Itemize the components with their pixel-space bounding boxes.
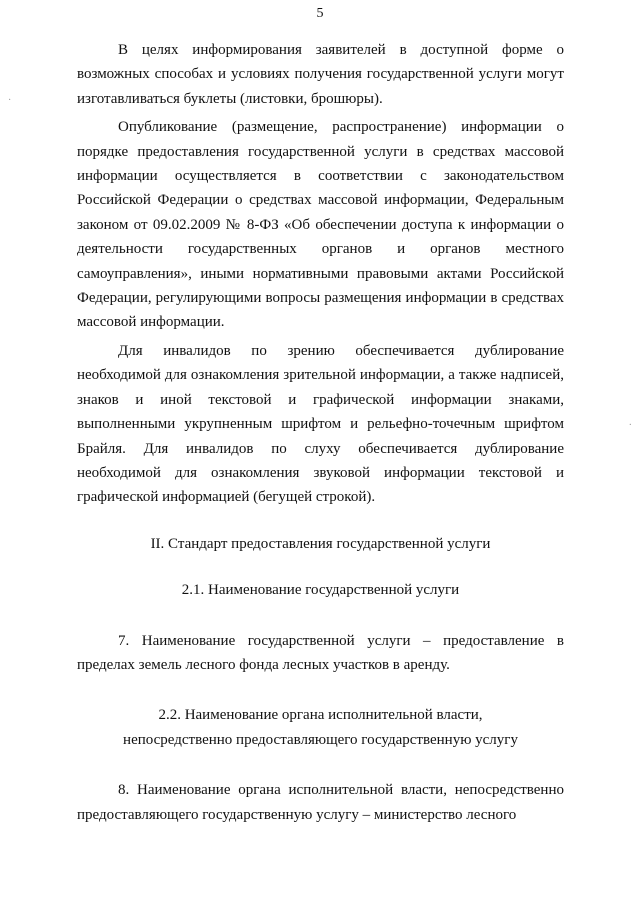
paragraph-item-7: 7. Наименование государственной услуги – предоставление в пределах земель лесного фонда лесных участков в аренду. <box>77 632 564 673</box>
subsection-heading-2-2-line2: непосредственно предоставляющего государственную услугу <box>123 731 518 748</box>
document-body <box>77 38 564 827</box>
subsection-heading-2-1: 2.1. Наименование государственной услуги <box>181 582 460 599</box>
paragraph-accessibility: Для инвалидов по зрению обеспечивается дублирование необходимой для ознакомления зрительной информации, а также надписей, знаков и иной текстовой и графической информации знаками, выполненными укрупненным шрифтом и рельефно-точечным шрифтом Брайля. Для инвалидов по слуху обеспечивается дублирование необходимой для ознакомления звуковой информации текстовой и графической информацией (бегущей строкой). <box>77 342 564 506</box>
page-number: 5 <box>316 6 324 21</box>
paragraph-item-8: 8. Наименование органа исполнительной власти, непосредственно предоставляющего государственную услугу – министерство лесного <box>77 782 564 823</box>
subsection-heading-2-2-line1: 2.2. Наименование органа исполнительной власти, <box>158 707 483 724</box>
paragraph-booklets: В целях информирования заявителей в доступной форме о возможных способах и условиях получения государственной услуги могут изготавливаться буклеты (листовки, брошюры). <box>77 42 564 107</box>
paragraph-media-publication: Опубликование (размещение, распространение) информации о порядке предоставления государственной услуги в средствах массовой информации осуществляется в соответствии с законодательством Российской Федерации о средствах массовой информации, Федеральным законом от 09.02.2009 № 8-ФЗ «Об обеспечении доступа к информации о деятельности государственных органов и органов местного самоуправления», иными нормативными правовыми актами Российской Федерации, регулирующими вопросы размещения информации в средствах массовой информации. <box>77 119 564 331</box>
section-heading-standard: II. Стандарт предоставления государственной услуги <box>150 535 491 552</box>
scan-mark-right: · <box>628 420 632 431</box>
scan-mark-left: · <box>8 95 12 106</box>
